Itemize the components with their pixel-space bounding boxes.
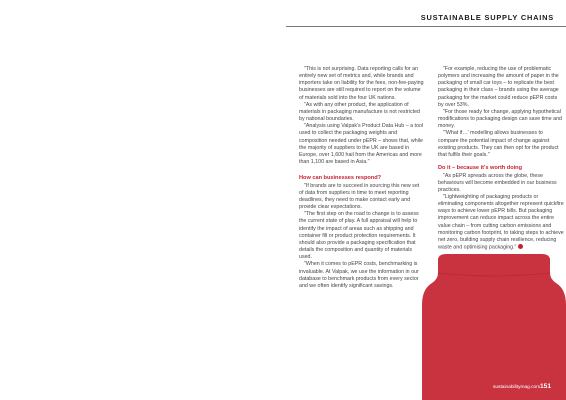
- paragraph-text: "Lightweighting of packaging products or eliminating components altogether represent quickfire ways to achieve lower pEPR bills. But packaging improvement can reduce impact across the entire value chain – from cutting carbon emissions and monitoring carbon footprint, to taking steps to achieve net zero, building supply chain resilience, reducing waste and optimising packaging.": [438, 194, 564, 251]
- article-column-left: [299, 66, 425, 290]
- subheading: Do it – because it's worth doing: [438, 165, 523, 172]
- paragraph: "If brands are to succeed in sourcing this new set of data from suppliers in time to meet reporting deadlines, they need to make contact early and provide clear expectations.: [299, 182, 420, 211]
- paragraph: "For those ready for change, applying hypothetical modifications to packaging design can save time and money.: [438, 108, 562, 130]
- page-number: 151: [540, 383, 552, 390]
- paragraph: "The first step on the road to change is to assess the current state of play. A full appraisal will help to identify the impact of areas such as shipping and container fill or product protection requirements. It should also provide a packaging specification that details the composition and quantity of materials used.: [299, 211, 419, 261]
- paragraph: "As pEPR spreads across the globe, these behaviours will become embedded in our business practices.: [438, 172, 557, 193]
- section-title: SUSTAINABLE SUPPLY CHAINS: [420, 13, 554, 22]
- footer-url: sustainabilitymag.com: [493, 385, 541, 390]
- title-rule: [286, 26, 566, 27]
- article-column-right: [438, 66, 564, 252]
- end-of-article-dot-icon: [518, 244, 523, 249]
- jar-illustration: [422, 253, 566, 400]
- paragraph: "'What if…' modelling allows businesses to compare the potential impact of change against existing products. They can then opt for the product that fulfils their goals.": [438, 130, 559, 158]
- paragraph: "For example, reducing the use of problematic polymers and increasing the amount of paper in the packaging of small car toys – to replicate the best packaging in their class – brands using the average packaging for the market could reduce pEPR costs by over 53%.: [438, 66, 559, 108]
- paragraph: "When it comes to pEPR costs, benchmarking is invaluable. At Valpak, we use the information in our database to benchmark products from every sector and we often identify significant savings.: [299, 261, 419, 289]
- subheading: How can businesses respond?: [299, 175, 382, 182]
- paragraph: "As with any other product, the application of materials in packaging manufacture is not restricted by national boundaries.: [299, 101, 421, 123]
- paragraph: "Analysis using Valpak's Product Data Hub – a tool used to collect the packaging weights and composition needed under pEPR – shows that, while the majority of suppliers to the UK are based in Europe, over 1,600 hail from the Americas and more than 1,100 are based in Asia.": [299, 123, 424, 166]
- paragraph: [438, 194, 564, 252]
- paragraph: "This is not surprising. Data reporting calls for an entirely new set of metrics and, while brands and importers take on liability for the fees, non-fee-paying businesses are still required to report on the volume of materials sold into the four UK nations.: [299, 66, 424, 101]
